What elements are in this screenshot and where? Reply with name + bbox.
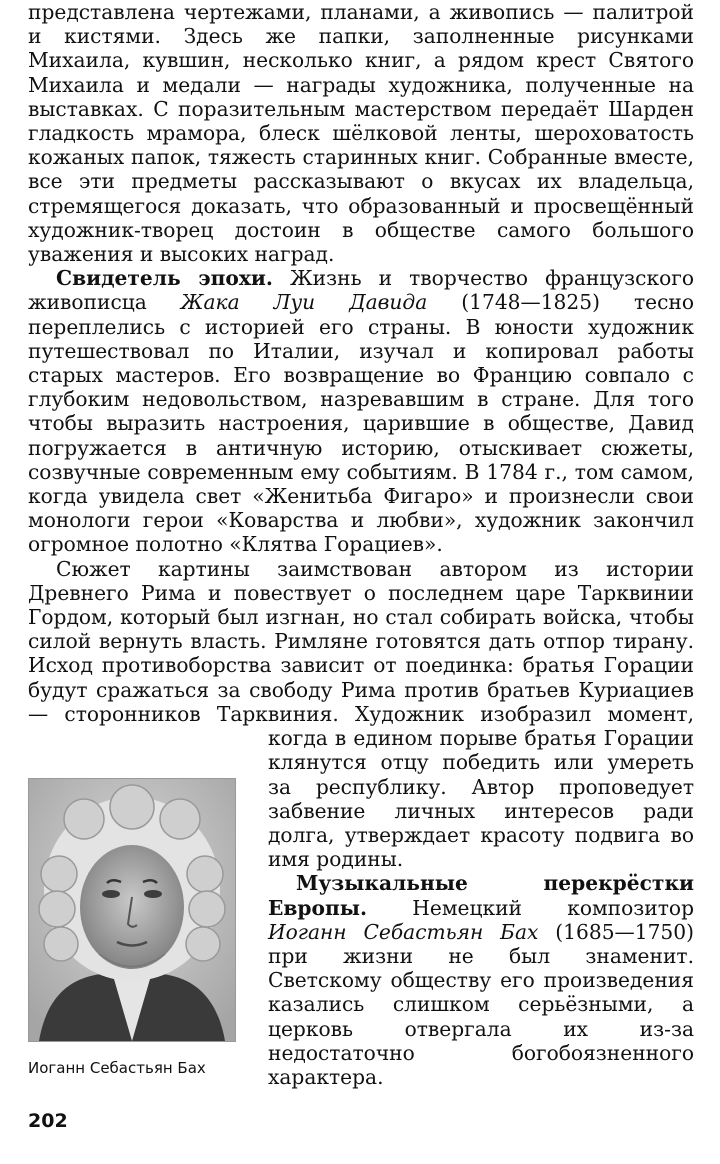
- name-johann-sebastian-bach: Иоганн Себастьян Бах: [268, 919, 539, 944]
- heading-musical-crossroads: Музыкальные перекрёстки Европы.: [268, 871, 694, 920]
- portrait-caption: Иоганн Себастьян Бах: [28, 1059, 206, 1077]
- paragraph-david: [28, 266, 694, 556]
- paragraph-bach-text-b: (1685—1750) при жизни не был знаменит. Светскому обществу его произведения казались слишком серьёзными, а церковь отвергала их из-за недостаточно богобоязненного характера.: [268, 919, 694, 1089]
- paragraph-david-text-b: (1748—1825) тесно переплелись с историей его страны. В юности художник путешествовал по Италии, изучал и копировал работы старых мастеров. Его возвращение во Францию совпало с глубоким недовольством, назревавшим в стране. Для того чтобы выразить настроения, царившие в обществе, Давид погружается в античную историю, отыскивает сюжеты, созвучные современным ему событиям. В 1784 г., том самом, когда увидела свет «Женитьба Фигаро» и произнесли свои монологи герои «Коварства и любви», художник закончил огромное полотно «Клятва Горациев».: [28, 290, 694, 557]
- paragraph-bach-text-a: Немецкий композитор: [367, 895, 694, 920]
- bach-portrait-figure: [28, 778, 238, 1078]
- name-jacques-louis-david: Жака Луи Давида: [180, 290, 428, 315]
- paragraph-chardin: представлена чертежами, планами, а живопись — палитрой и кистями. Здесь же папки, заполненные рисунками Михаила, кувшин, несколько книг, а рядом крест Святого Михаила и медали — награды художника, полученные на выставках. С поразительным мастерством передаёт Шарден гладкость мрамора, блеск шёлковой ленты, шероховатость кожаных папок, тяжесть старинных книг. Собранные вместе, все эти предметы рассказывают о вкусах их владельца, стремящегося доказать, что образованный и просвещённый художник-творец достоин в обществе самого большого уважения и высоких наград.: [28, 0, 694, 267]
- bach-portrait-icon: [29, 779, 235, 1041]
- paragraph-horatii-text: Сюжет картины заимствован автором из истории Древнего Рима и повествует о последнем царе Тарквинии Гордом, который был изгнан, но стал собирать войска, чтобы силой вернуть власть. Римляне готовятся дать отпор тирану. Исход противоборства зависит от поединка: братья Горации будут сражаться за свободу Рима против братьев Куриациев — сторонников Тарквиния. Художник изобразил момент, когда в едином порыве братья Горации клянутся отцу победить или умереть за республику. Автор проповедует забвение личных интересов ради долга, утверждает красоту подвига во имя родины.: [28, 556, 694, 872]
- heading-witness-of-era: Свидетель эпохи.: [56, 266, 273, 291]
- portrait-image: [28, 778, 236, 1042]
- page-number: 202: [28, 1110, 68, 1132]
- paragraph-david-text-a: Жизнь и творчество французского живописца: [28, 266, 694, 315]
